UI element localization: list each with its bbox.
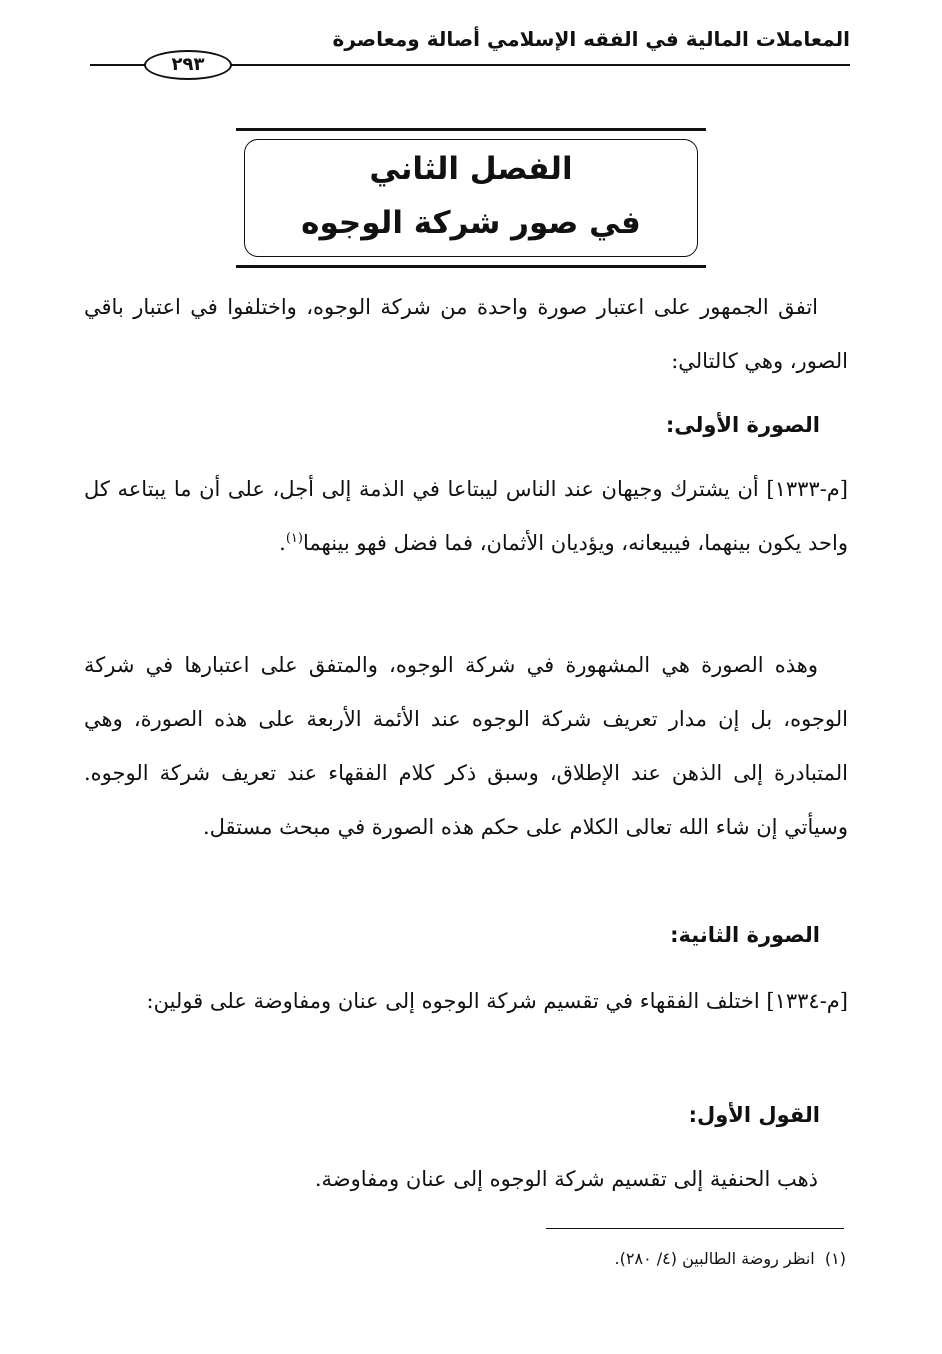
footnote-separator <box>546 1228 844 1229</box>
footnote-reference-1: (١) <box>285 531 303 546</box>
form-2-paragraph-1: [م-١٣٣٤] اختلف الفقهاء في تقسيم شركة الوجوه إلى عنان ومفاوضة على قولين: <box>146 989 848 1013</box>
section-heading-form-2: الصورة الثانية: <box>670 923 820 947</box>
footnote-1-marker: (١) <box>824 1249 846 1268</box>
opinion-1-text: ذهب الحنفية إلى تقسيم شركة الوجوه إلى عنان ومفاوضة. <box>314 1167 818 1191</box>
section-heading-form-1: الصورة الأولى: <box>665 413 820 437</box>
intro-paragraph: اتفق الجمهور على اعتبار صورة واحدة من شركة الوجوه، واختلفوا في اعتبار باقي الصور، وهي كالتالي: <box>84 295 848 373</box>
chapter-title-line-1: الفصل الثاني <box>369 151 573 187</box>
form-1-paragraph-1-end: . <box>279 531 286 555</box>
footnote-1 <box>146 1244 846 1274</box>
form-1-paragraph-1-text: [م-١٣٣٣] أن يشترك وجيهان عند الناس ليبتاعا في الذمة إلى أجل، على أن ما يبتاعه كل واحد يكون بينهما، فيبيعانه، ويؤديان الأثمان، فما فضل فهو بينهما <box>84 477 848 555</box>
chapter-title-line-2: في صور شركة الوجوه <box>301 205 641 241</box>
form-1-paragraph-1 <box>84 462 848 570</box>
page-number: ٢٩٣ <box>144 50 232 80</box>
running-header-title: المعاملات المالية في الفقه الإسلامي أصالة ومعاصرة <box>332 27 850 51</box>
chapter-title-frame <box>236 128 706 268</box>
opinion-1-heading: القول الأول: <box>688 1103 820 1127</box>
form-1-paragraph-2: وهذه الصورة هي المشهورة في شركة الوجوه، والمتفق على اعتبارها في شركة الوجوه، بل إن مدار تعريف شركة الوجوه عند الأئمة الأربعة على هذه الصورة، وهي المتبادرة إلى الذهن عند الإطلاق، وسبق ذكر كلام الفقهاء عند تعريف شركة الوجوه. وسيأتي إن شاء الله تعالى الكلام على حكم هذه الصورة في مبحث مستقل. <box>84 653 848 839</box>
footnote-1-text: انظر روضة الطالبين (٤/ ٢٨٠). <box>614 1249 815 1268</box>
